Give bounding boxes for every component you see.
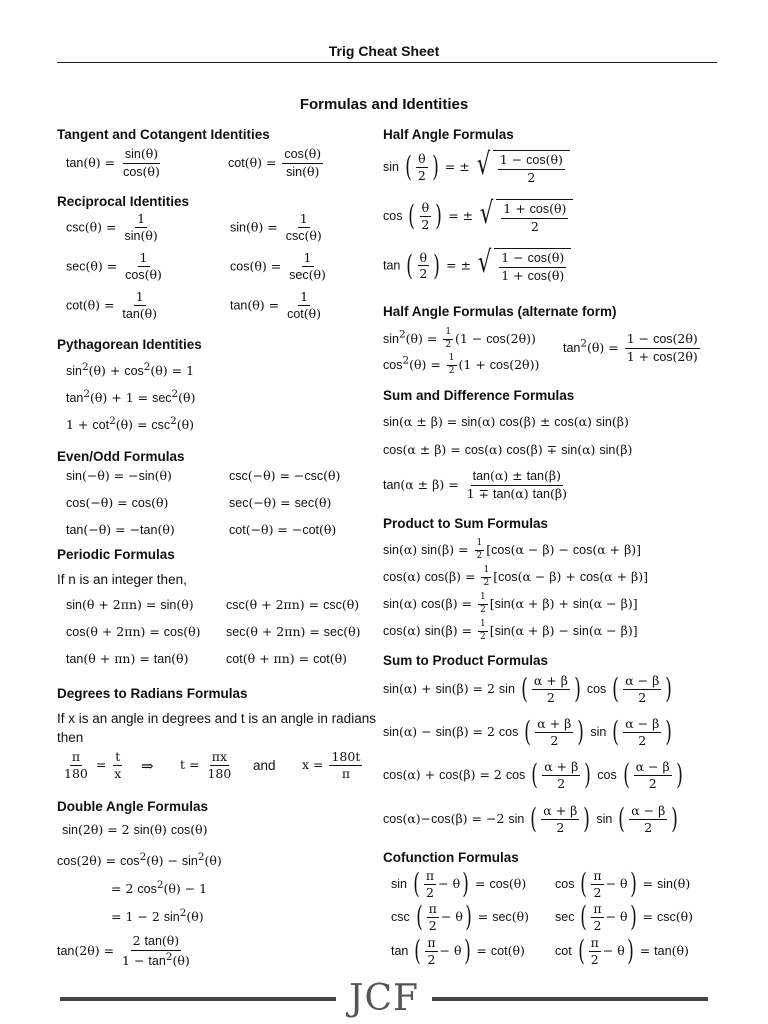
formula-t-equals: t = $\frac{\pi x}{180}$ [180,749,232,781]
formula-deg2rad: $\frac{\pi}{180}$ = $\frac{t}{x}$ [64,749,122,781]
formula-cot-odd: cot(−θ) = −cot(θ) [229,522,337,537]
formula-cos-sum: cos(α ± β) = cos(α) cos(β) ∓ sin(α) sin(β) [383,442,633,457]
formula-sin-odd: sin(−θ) = −sin(θ) [66,468,172,483]
formula-prod-sincos: sin(α) cos(β) = $\frac{1}{2}$ [sin(α + β) + sin(α − β)] [383,592,638,615]
jcf-logo: JCF [349,978,419,1019]
formula-diff-cos: cos(α)−cos(β) = −2 sin ( $\frac{\alpha + \beta}{2}$ ) sin ( $\frac{\alpha - \beta}{2}$ ) [383,802,679,836]
formula-cof-cos: cos ( $\frac{\pi}{2}$ − θ) = sin(θ) [555,867,691,901]
section-heading-periodic: Periodic Formulas [57,547,175,562]
formula-sin-sq-half: $\sin^2(\theta)$ = $\frac{1}{2}$ (1 − cos(2θ)) [383,327,536,350]
formula-cos-recip: cos(θ) = $\frac{1}{\sec(\theta)}$ [230,250,326,282]
formula-sin-recip: sin(θ) = $\frac{1}{\csc(\theta)}$ [230,211,322,243]
formula-cos2-a: $\cos(2\theta) = \cos^2(\theta) - \sin^2(\theta)$ [57,851,222,869]
header-divider [57,62,717,63]
formula-cos2-c: = 1 − 2 $\sin^2(\theta)$ [111,907,204,925]
formula-cot-period: cot(θ + πn) = cot(θ) [226,651,348,666]
formula-diff-sin: sin(α) − sin(β) = 2 cos ( $\frac{\alpha + \beta}{2}$ ) sin ( $\frac{\alpha - \beta}{2}$ ) [383,715,673,749]
section-heading-double: Double Angle Formulas [57,799,209,814]
formula-sec-period: sec(θ + 2πn) = sec(θ) [226,624,361,639]
and-label: and [253,758,276,773]
formula-cos-sq-half: $\cos^2(\theta)$ = $\frac{1}{2}$ (1 + cos(2θ)) [383,353,540,376]
formula-cof-cot: cot ( $\frac{\pi}{2}$ − θ) = tan(θ) [555,934,689,968]
formula-cos-even: cos(−θ) = cos(θ) [66,495,169,510]
formula-tan-sq-half: $\tan^2(\theta)$ = $\frac{1 - \cos(2\theta)}{1 + \cos(2\theta)}$ [563,331,698,364]
formula-csc-period: csc(θ + 2πn) = csc(θ) [226,597,360,612]
formula-half-sin: sin ( $\frac{\theta}{2}$ ) = ± √ $\frac{1 - \cos(\theta)}{2}$ [383,150,570,185]
formula-cof-sin: sin ( $\frac{\pi}{2}$ − θ) = cos(θ) [391,867,527,901]
formula-cof-sec: sec ( $\frac{\pi}{2}$ − θ) = csc(θ) [555,900,693,934]
formula-prod-cossin: cos(α) sin(β) = $\frac{1}{2}$ [sin(α + β) − sin(α − β)] [383,619,638,642]
section-heading-prod2sum: Product to Sum Formulas [383,516,549,531]
formula-pyth-3: $1 + \cot^2(\theta) = \csc^2(\theta)$ [66,415,195,433]
section-heading-reciprocal: Reciprocal Identities [57,194,190,209]
formula-sin-period: sin(θ + 2πn) = sin(θ) [66,597,194,612]
formula-cos2-b: = 2 $\cos^2(\theta) - 1$ [111,879,208,897]
section-heading-evenodd: Even/Odd Formulas [57,449,185,464]
formula-tan-period: tan(θ + πn) = tan(θ) [66,651,189,666]
section-heading-tangent: Tangent and Cotangent Identities [57,127,270,142]
section-heading-cofunction: Cofunction Formulas [383,850,519,865]
formula-tan2: tan(2θ) = $\frac{2 \tan(\theta)}{1 - \tan^2(\theta)}$ [57,933,190,968]
section-heading-half-alt: Half Angle Formulas (alternate form) [383,304,617,319]
footer-rule-right [432,997,708,1001]
deg2rad-intro: If x is an angle in degrees and t is an angle in radians then [57,711,376,745]
formula-cof-csc: csc ( $\frac{\pi}{2}$ − θ) = sec(θ) [391,900,529,934]
formula-sec: sec(θ) = $\frac{1}{\cos(\theta)}$ [66,250,162,282]
formula-sin2: sin(2θ) = 2 sin(θ) cos(θ) [62,822,208,837]
formula-tan: tan(θ) = $\frac{\sin(\theta)}{\cos(\theta)}$ [66,146,160,179]
section-heading-pythagorean: Pythagorean Identities [57,337,202,352]
formula-prod-coscos: cos(α) cos(β) = $\frac{1}{2}$ [cos(α − β) + cos(α + β)] [383,565,648,588]
formula-half-tan: tan ( $\frac{\theta}{2}$ ) = ± √ $\frac{1 - \cos(\theta)}{1 + \cos(\theta)}$ [383,248,571,284]
formula-sin-sum: sin(α ± β) = sin(α) cos(β) ± cos(α) sin(β) [383,414,629,429]
formula-x-equals: x = $\frac{180t}{\pi}$ [302,749,361,781]
periodic-intro: If n is an integer then, [57,572,187,587]
formula-tan-odd: tan(−θ) = −tan(θ) [66,522,175,537]
formula-sum-cos: cos(α) + cos(β) = 2 cos ( $\frac{\alpha + \beta}{2}$ ) cos ( $\frac{\alpha - \beta}{2}$ ) [383,758,683,792]
formula-csc-odd: csc(−θ) = −csc(θ) [229,468,341,483]
formula-cos-period: cos(θ + 2πn) = cos(θ) [66,624,201,639]
formula-tan-recip: tan(θ) = $\frac{1}{\cot(\theta)}$ [230,289,322,321]
formula-prod-sinsin: sin(α) sin(β) = $\frac{1}{2}$ [cos(α − β) − cos(α + β)] [383,538,642,561]
formula-sum-sin: sin(α) + sin(β) = 2 sin ( $\frac{\alpha + \beta}{2}$ ) cos ( $\frac{\alpha - \beta}{2}$ ) [383,672,673,706]
section-heading-sumdiff: Sum and Difference Formulas [383,388,575,403]
formula-pyth-2: $\tan^2(\theta) + 1 = \sec^2(\theta)$ [66,388,196,406]
footer-rule-left [60,997,336,1001]
formula-csc: csc(θ) = $\frac{1}{\sin(\theta)}$ [66,211,158,243]
section-heading-half: Half Angle Formulas [383,127,514,142]
formula-tan-sum: tan(α ± β) = $\frac{\tan(\alpha) \pm \tan(\beta)}{1 \mp \tan(\alpha) \tan(\beta)}$ [383,468,567,501]
formula-cot: cot(θ) = $\frac{\cos(\theta)}{\sin(\theta)}$ [228,146,322,179]
formula-cof-tan: tan ( $\frac{\pi}{2}$ − θ) = cot(θ) [391,934,525,968]
section-heading-sum2prod: Sum to Product Formulas [383,653,549,668]
implies-arrow: ⇒ [141,757,154,775]
page-title: Formulas and Identities [299,96,469,113]
formula-half-cos: cos ( $\frac{\theta}{2}$ ) = ± √ $\frac{1 + \cos(\theta)}{2}$ [383,199,573,234]
formula-sec-even: sec(−θ) = sec(θ) [229,495,332,510]
formula-cot-recip: cot(θ) = $\frac{1}{\tan(\theta)}$ [66,289,158,321]
section-heading-deg2rad: Degrees to Radians Formulas [57,686,248,701]
page-header-title: Trig Cheat Sheet [328,43,440,59]
formula-pyth-1: $\sin^2(\theta) + \cos^2(\theta) = 1$ [66,361,195,379]
